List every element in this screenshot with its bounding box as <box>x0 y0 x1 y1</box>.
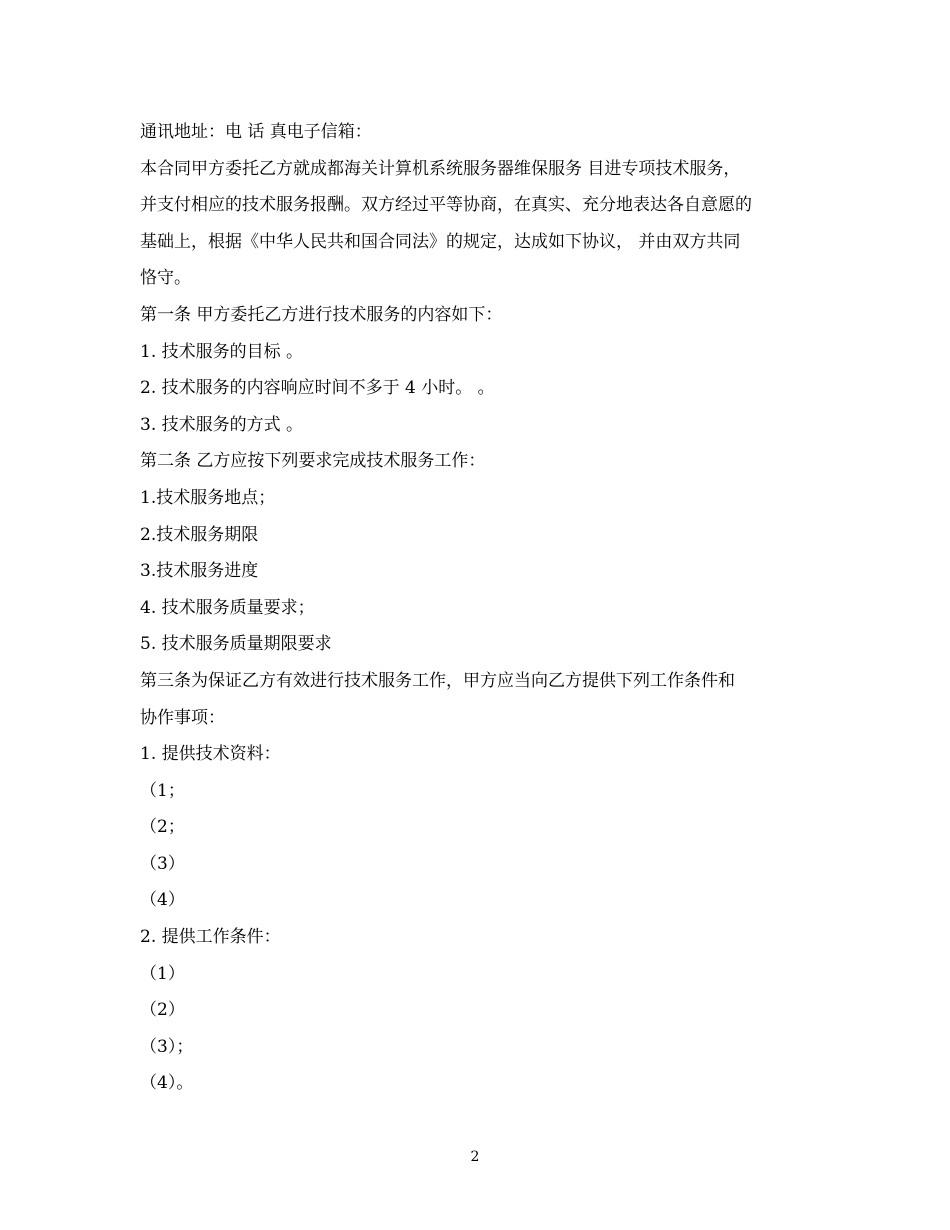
work-conditions-heading: 2. 提供工作条件： <box>140 927 281 948</box>
preamble-line-3: 基础上，根据《中华人民共和国合同法》的规定，达成如下协议， 并由双方共同 <box>140 231 741 252</box>
work-conditions-item-4: （4）。 <box>140 1073 194 1094</box>
preamble-line-2: 并支付相应的技术服务报酬。双方经过平等协商，在真实、充分地表达各自意愿的 <box>140 195 752 216</box>
article-2-item-5: 5. 技术服务质量期限要求 <box>140 634 332 655</box>
work-conditions-item-2: （2） <box>140 1000 185 1021</box>
article-1-item-1: 1. 技术服务的目标 。 <box>140 341 304 362</box>
article-3-heading-line-2: 协作事项： <box>140 707 225 728</box>
article-2-heading: 第二条 乙方应按下列要求完成技术服务工作： <box>140 451 486 472</box>
article-3-heading-line-1: 第三条为保证乙方有效进行技术服务工作，甲方应当向乙方提供下列工作条件和 <box>140 670 735 691</box>
tech-materials-item-4: （4） <box>140 890 185 911</box>
article-1-item-2: 2. 技术服务的内容响应时间不多于 4 小时。 。 <box>140 378 495 399</box>
tech-materials-item-1: （1； <box>140 780 185 801</box>
contact-info-line: 通讯地址：电 话 真电子信箱： <box>140 122 372 142</box>
article-1-heading: 第一条 甲方委托乙方进行技术服务的内容如下： <box>140 304 503 325</box>
document-body <box>140 114 820 1102</box>
preamble-line-4: 恪守。 <box>140 268 191 289</box>
tech-materials-item-3: （3） <box>140 853 185 874</box>
article-2-item-3: 3.技术服务进度 <box>140 561 259 582</box>
tech-materials-heading: 1. 提供技术资料： <box>140 744 281 765</box>
tech-materials-item-2: （2； <box>140 817 185 838</box>
work-conditions-item-1: （1） <box>140 963 185 984</box>
article-2-item-2: 2.技术服务期限 <box>140 524 259 545</box>
article-2-item-1: 1.技术服务地点； <box>140 487 276 508</box>
work-conditions-item-3: （3）； <box>140 1036 194 1057</box>
preamble-line-1: 本合同甲方委托乙方就成都海关计算机系统服务器维保服务 目进专项技术服务， <box>140 158 741 179</box>
article-1-item-3: 3. 技术服务的方式 。 <box>140 414 304 435</box>
article-2-item-4: 4. 技术服务质量要求； <box>140 597 315 618</box>
page-number: 2 <box>470 1149 480 1165</box>
